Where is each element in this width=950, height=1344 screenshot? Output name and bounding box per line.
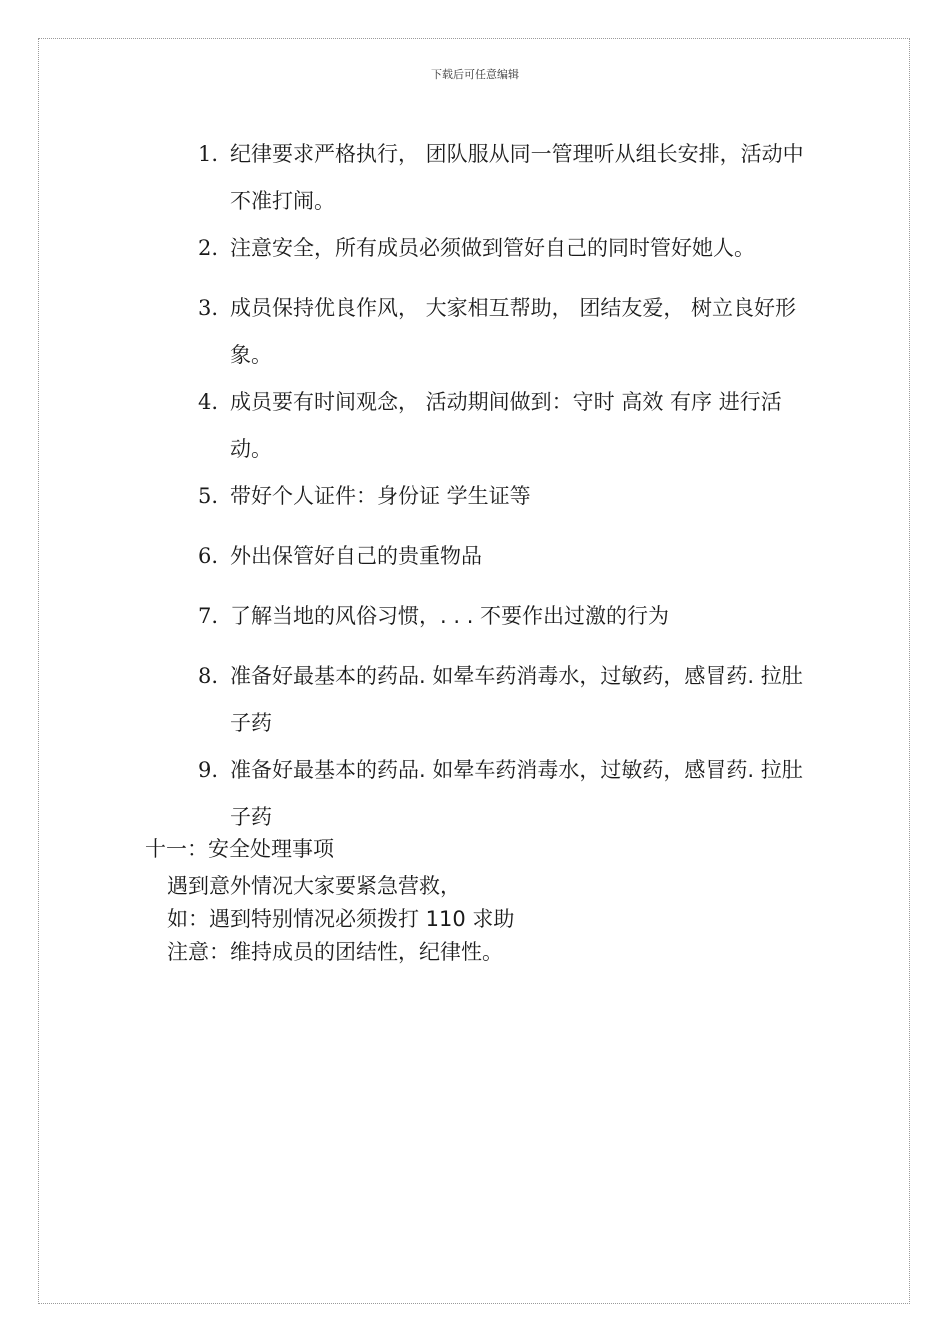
list-text: 注意安全，所有成员必须做到管好自己的同时管好她人。: [230, 236, 755, 260]
list-number: 6.: [198, 544, 219, 568]
section-line: 注意：维持成员的团结性，纪律性。: [167, 940, 503, 964]
list-item: [198, 747, 818, 841]
list-text: 了解当地的风俗习惯，. . . 不要作出过激的行为: [230, 604, 670, 628]
list-text: 成员要有时间观念， 活动期间做到：守时 高效 有序 进行活动。: [230, 390, 782, 461]
list-item: [198, 533, 818, 580]
list-text: 外出保管好自己的贵重物品: [230, 544, 482, 568]
list-number: 4.: [198, 390, 219, 414]
list-text: 准备好最基本的药品. 如晕车药消毒水，过敏药，感冒药. 拉肚子药: [230, 664, 803, 735]
rules-list: [198, 131, 818, 841]
header-note: 下载后可任意编辑: [431, 68, 519, 81]
list-item: [198, 131, 818, 225]
list-item: [198, 653, 818, 747]
list-item: [198, 285, 818, 379]
list-number: 7.: [198, 604, 219, 628]
list-item: [198, 593, 818, 640]
list-number: 2.: [198, 236, 219, 260]
section-line: 遇到意外情况大家要紧急营救，: [167, 874, 461, 898]
section-title: 十一：安全处理事项: [145, 837, 334, 861]
list-number: 9.: [198, 758, 219, 782]
list-item: [198, 379, 818, 473]
section-line: 如：遇到特别情况必须拨打 110 求助: [167, 907, 515, 931]
list-text: 纪律要求严格执行， 团队服从同一管理听从组长安排，活动中不准打闹。: [230, 142, 804, 213]
list-number: 5.: [198, 484, 219, 508]
list-number: 8.: [198, 664, 219, 688]
list-number: 1.: [198, 142, 219, 166]
list-text: 带好个人证件：身份证 学生证等: [230, 484, 531, 508]
list-number: 3.: [198, 296, 219, 320]
list-text: 成员保持优良作风， 大家相互帮助， 团结友爱， 树立良好形象。: [230, 296, 797, 367]
list-item: [198, 225, 818, 272]
list-text: 准备好最基本的药品. 如晕车药消毒水，过敏药，感冒药. 拉肚子药: [230, 758, 803, 829]
list-item: [198, 473, 818, 520]
